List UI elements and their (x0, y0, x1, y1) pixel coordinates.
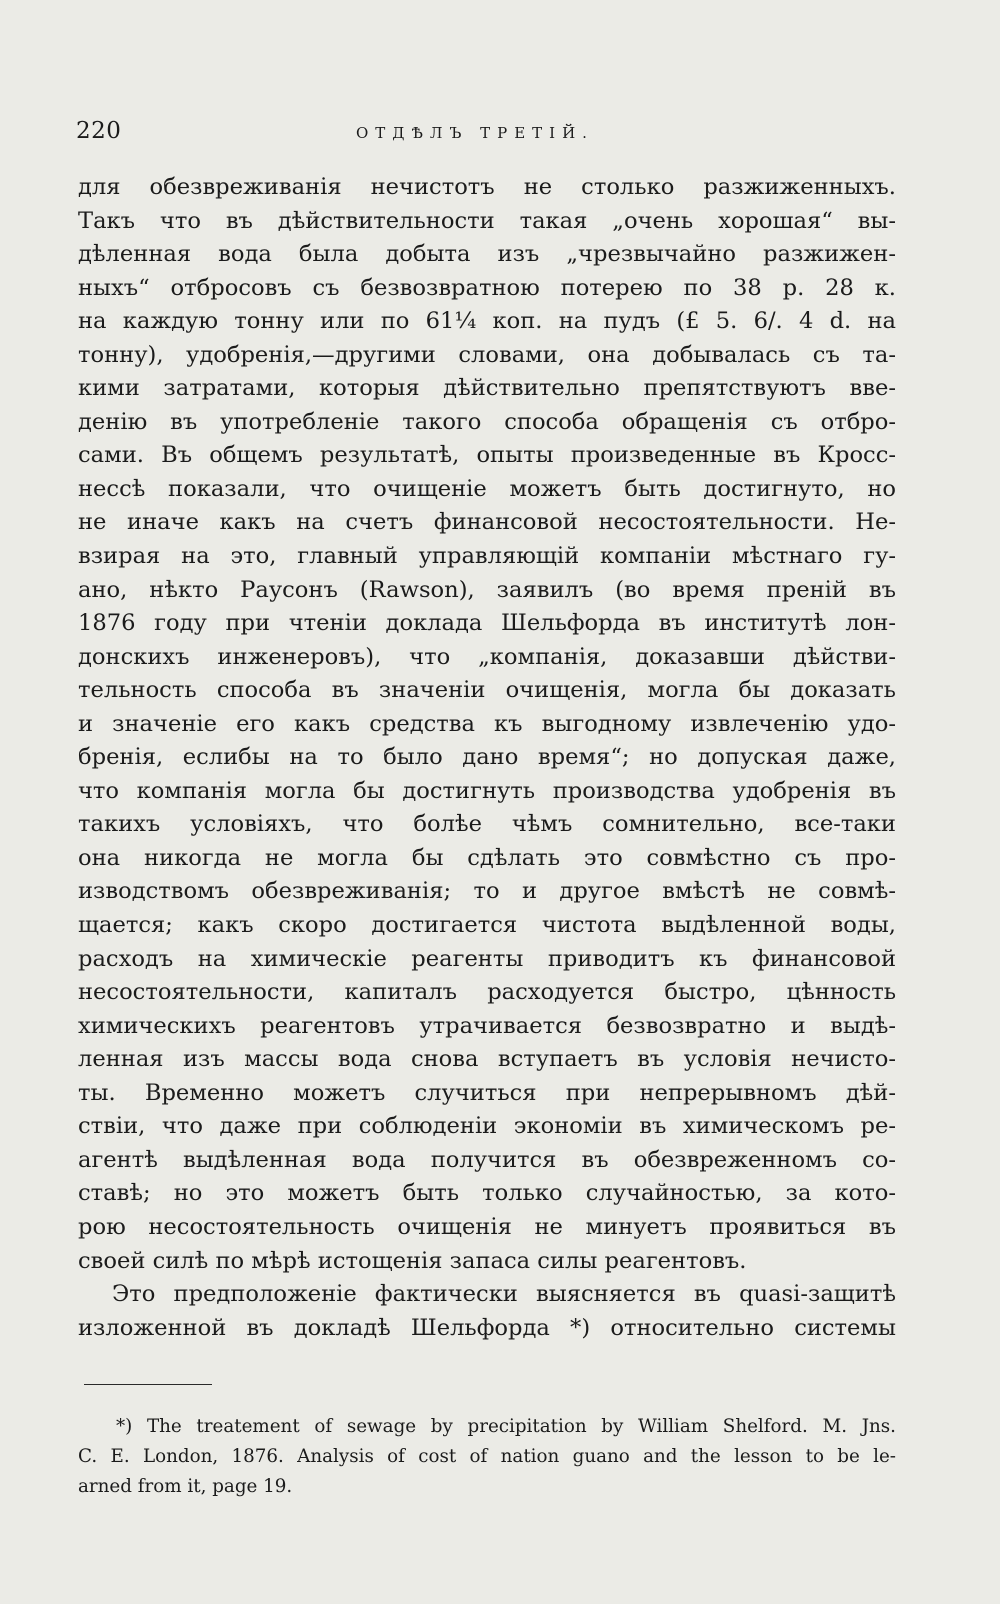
text-line: бренія, еслибы на то было дано время“; но допуская даже, (78, 744, 896, 771)
text-line: ствіи, что даже при соблюденіи экономіи въ химическомъ ре- (78, 1113, 896, 1140)
text-line: нессѣ показали, что очищеніе можетъ быть достигнуто, но (78, 475, 896, 502)
text-line: ты. Временно можетъ случиться при непрерывномъ дѣй- (78, 1079, 896, 1106)
page-header (76, 116, 896, 156)
text-line: для обезвреживанія нечистотъ не столько разжиженныхъ. (78, 174, 896, 200)
running-head: ОТДѢЛЪ ТРЕТІЙ. (356, 124, 594, 142)
text-line: щается; какъ скоро достигается чистота выдѣленной воды, (78, 912, 896, 939)
text-line: несостоятельности, капиталъ расходуется быстро, цѣнность (78, 979, 896, 1006)
text-line: такихъ условіяхъ, что болѣе чѣмъ сомнительно, все-таки (78, 811, 896, 838)
text-line: расходъ на химическіе реагенты приводитъ къ финансовой (78, 945, 896, 972)
text-line: тонну), удобренія,—другими словами, она добывалась съ та- (78, 341, 896, 368)
body-text (78, 171, 896, 1345)
text-line: ано, нѣкто Раусонъ (Rawson), заявилъ (во время преній въ (78, 576, 896, 603)
text-line: взирая на это, главный управляющій компаніи мѣстнаго гу- (78, 543, 896, 570)
text-line: химическихъ реагентовъ утрачивается безвозвратно и выдѣ- (78, 1012, 896, 1039)
text-line: ленная изъ массы вода снова вступаетъ въ условія нечисто- (78, 1046, 896, 1073)
text-line: и значеніе его какъ средства къ выгодному извлеченію удо- (78, 710, 896, 737)
text-line: кими затратами, которыя дѣйствительно препятствуютъ вве- (78, 375, 896, 402)
footnote-line: C. E. London, 1876. Analysis of cost of nation guano and the lesson to be le- (78, 1446, 896, 1467)
text-line: донскихъ инженеровъ), что „компанія, доказавши дѣйстви- (78, 643, 896, 670)
text-line: денію въ употребленіе такого способа обращенія съ отбро- (78, 408, 896, 435)
text-line: 1876 году при чтеніи доклада Шельфорда въ институтѣ лон- (78, 610, 896, 637)
text-line: что компанія могла бы достигнуть производства удобренія въ (78, 777, 896, 804)
text-line: дѣленная вода была добыта изъ „чрезвычайно разжижен- (78, 241, 896, 268)
page-number: 220 (76, 118, 122, 144)
text-line: изводствомъ обезвреживанія; то и другое вмѣстѣ не совмѣ- (78, 878, 896, 905)
text-line: ставѣ; но это можетъ быть только случайностью, за кото- (78, 1180, 896, 1207)
footnote-line: arned from it, page 19. (78, 1476, 293, 1497)
text-line: Такъ что въ дѣйствительности такая „очень хорошая“ вы- (78, 207, 896, 234)
text-line: изложенной въ докладѣ Шельфорда *) относительно системы (78, 1314, 896, 1341)
text-line: она никогда не могла бы сдѣлать это совмѣстно съ про- (78, 844, 896, 871)
footnote-divider (84, 1384, 212, 1385)
text-line: на каждую тонну или по 61¼ коп. на пудъ (£ 5. 6/. 4 d. на (78, 308, 896, 335)
text-line: не иначе какъ на счетъ финансовой несостоятельности. Не- (78, 509, 896, 536)
text-line: своей силѣ по мѣрѣ истощенія запаса силы реагентовъ. (78, 1247, 747, 1274)
text-line: ныхъ“ отбросовъ съ безвозвратною потерею по 38 р. 28 к. (78, 274, 896, 301)
text-line: рою несостоятельность очищенія не минуетъ проявиться въ (78, 1213, 896, 1240)
text-line: сами. Въ общемъ результатѣ, опыты произведенные въ Кросс- (78, 442, 896, 469)
text-line: тельность способа въ значеніи очищенія, могла бы доказать (78, 677, 896, 704)
text-line: Это предположеніе фактически выясняется въ quasi-защитѣ (112, 1281, 896, 1308)
footnote-line: *) The treatement of sewage by precipitation by William Shelford. M. Jns. (116, 1416, 896, 1437)
footnote (78, 1412, 896, 1502)
text-line: агентѣ выдѣленная вода получится въ обезвреженномъ со- (78, 1146, 896, 1173)
